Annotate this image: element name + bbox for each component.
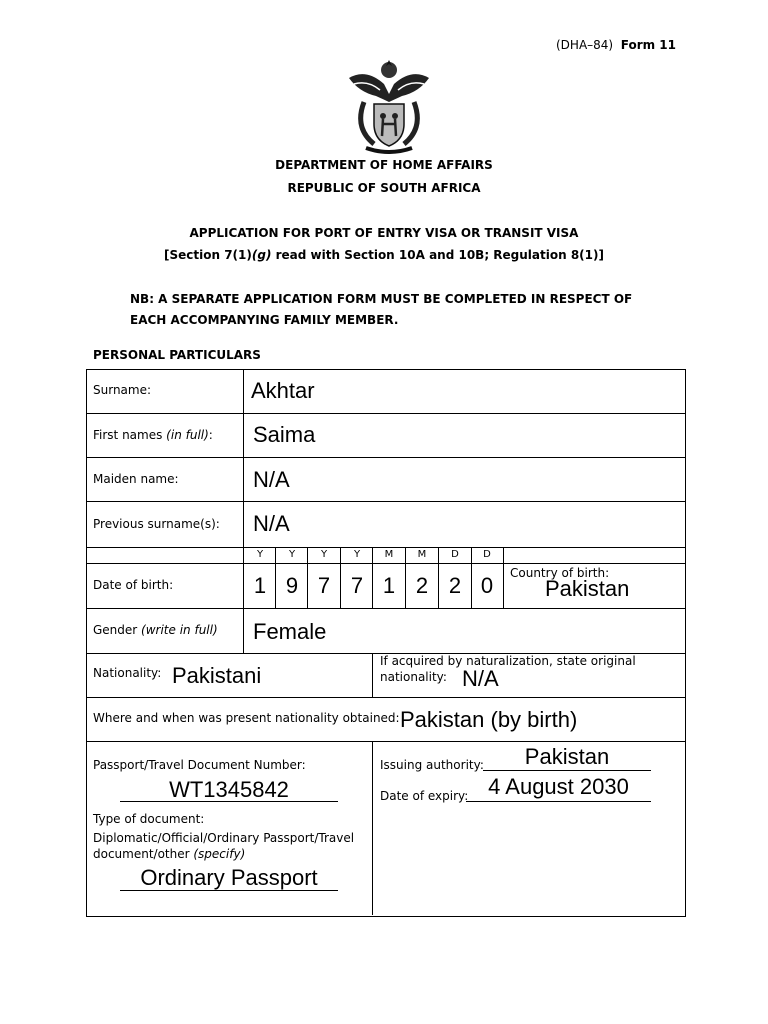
dob-digit[interactable]: 7 [317,573,331,598]
date-of-expiry-field[interactable]: 4 August 2030 [488,774,629,799]
date-header-month: M [384,549,394,560]
gender-field[interactable]: Female [253,619,327,644]
date-header-year: Y [288,549,296,560]
department-name: DEPARTMENT OF HOME AFFAIRS [275,158,493,172]
country-of-birth-field[interactable]: Pakistan [545,576,630,601]
section-title: PERSONAL PARTICULARS [93,348,261,362]
issuing-authority-label: Issuing authority: [380,758,484,772]
document-type-description: document/other (specify) [93,847,246,861]
nationality-obtained-label: Where and when was present nationality obtained: [93,711,400,725]
original-nationality-field[interactable]: N/A [462,666,499,691]
dob-digit[interactable]: 2 [448,573,462,598]
nb-notice-line-1: NB: A SEPARATE APPLICATION FORM MUST BE COMPLETED IN RESPECT OF [130,292,633,306]
dob-digit[interactable]: 1 [382,573,396,598]
dob-digit[interactable]: 9 [285,573,299,598]
date-header-day: D [483,549,491,560]
surname-field[interactable]: Akhtar [251,378,315,403]
gender-label: Gender (write in full) [93,623,218,637]
coat-of-arms-emblem [344,58,434,154]
maiden-name-field[interactable]: N/A [253,467,290,492]
original-nationality-label: nationality: [380,670,447,684]
form-title: APPLICATION FOR PORT OF ENTRY VISA OR TRANSIT VISA [189,226,579,240]
naturalization-label: If acquired by naturalization, state original [380,654,636,668]
previous-surnames-label: Previous surname(s): [93,517,220,531]
first-names-field[interactable]: Saima [253,422,316,447]
passport-number-label: Passport/Travel Document Number: [93,758,306,772]
date-header-day: D [451,549,459,560]
legal-reference: [Section 7(1)(g) read with Section 10A and 10B; Regulation 8(1)] [164,248,604,262]
date-header-year: Y [256,549,264,560]
nationality-label: Nationality: [93,666,162,680]
first-names-label: First names (in full): [93,428,213,442]
document-type-label: Type of document: [93,812,205,826]
surname-label: Surname: [93,383,152,397]
date-of-expiry-label: Date of expiry: [380,789,469,803]
dob-digit[interactable]: 0 [480,573,494,598]
country-of-birth-label: Country of birth: [510,566,610,580]
date-header-year: Y [320,549,328,560]
date-header-year: Y [353,549,361,560]
form-code: (DHA–84) Form 11 [556,38,677,52]
passport-number-field[interactable]: WT1345842 [169,777,289,802]
dob-digit[interactable]: 2 [415,573,429,598]
document-type-description: Diplomatic/Official/Ordinary Passport/Travel [93,831,355,845]
maiden-name-label: Maiden name: [93,472,179,486]
dob-digit[interactable]: 1 [253,573,267,598]
nb-notice-line-2: EACH ACCOMPANYING FAMILY MEMBER. [130,313,399,327]
previous-surnames-field[interactable]: N/A [253,511,290,536]
document-type-field[interactable]: Ordinary Passport [140,865,318,890]
date-header-month: M [417,549,427,560]
date-of-birth-label: Date of birth: [93,578,174,592]
issuing-authority-field[interactable]: Pakistan [524,744,610,769]
dob-digit[interactable]: 7 [350,573,364,598]
nationality-field[interactable]: Pakistani [172,663,262,688]
nationality-obtained-field[interactable]: Pakistan (by birth) [400,707,578,732]
republic-name: REPUBLIC OF SOUTH AFRICA [287,181,481,195]
